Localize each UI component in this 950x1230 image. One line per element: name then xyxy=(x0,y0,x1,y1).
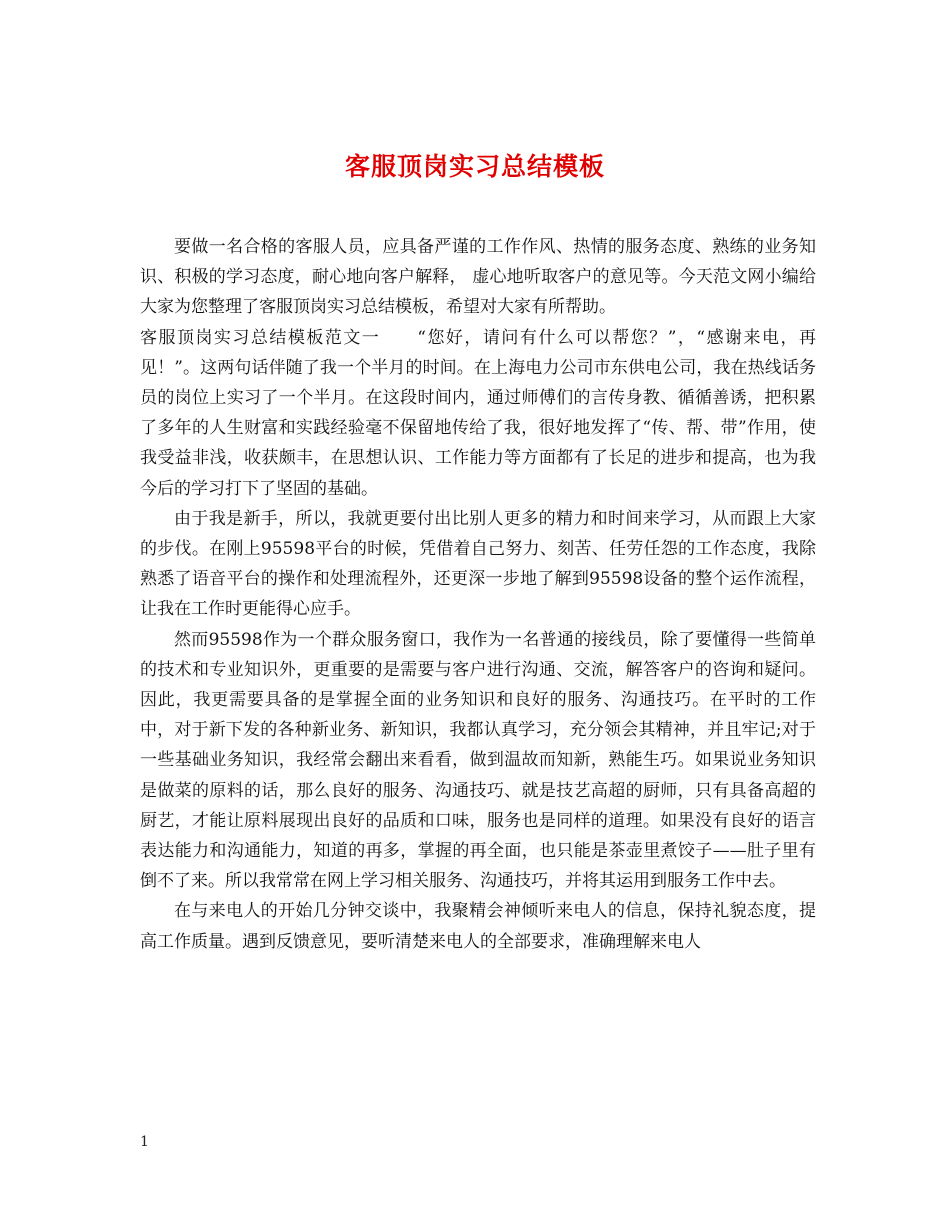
paragraph-caller-conversation: 在与来电人的开始几分钟交谈中，我聚精会神倾听来电人的信息，保持礼貌态度，提高工作质量。遇到反馈意见，要听清楚来电人的全部要求，准确理解来电人 xyxy=(140,901,816,952)
paragraph-intro: 要做一名合格的客服人员，应具备严谨的工作作风、热情的服务态度、熟练的业务知识、积极的学习态度，耐心地向客户解释， 虚心地听取客户的意见等。今天范文网小编给大家为您整理了客服顶岗实习总结模板，希望对大家有所帮助。 xyxy=(140,237,816,318)
paragraph-service-window: 然而95598作为一个群众服务窗口，我作为一名普通的接线员，除了要懂得一些简单的技术和专业知识外，更重要的是需要与客户进行沟通、交流，解答客户的咨询和疑问。因此，我更需要具备的是掌握全面的业务知识和良好的服务、沟通技巧。在平时的工作中，对于新下发的各种新业务、新知识，我都认真学习，充分领会其精神，并且牢记;对于一些基础业务知识，我经常会翻出来看看，做到温故而知新，熟能生巧。如果说业务知识是做菜的原料的话，那么良好的服务、沟通技巧、就是技艺高超的厨师，只有具备高超的厨艺，才能让原料展现出良好的品质和口味，服务也是同样的道理。如果没有良好的语言表达能力和沟通能力，知道的再多，掌握的再全面，也只能是茶壶里煮饺子——肚子里有倒不了来。所以我常常在网上学习相关服务、沟通技巧，并将其运用到服务工作中去。 xyxy=(140,629,816,892)
paragraph-sample-one: 客服顶岗实习总结模板范文一 “您好，请问有什么可以帮您？”，“感谢来电，再见！”。这两句话伴随了我一个半月的时间。在上海电力公司市东供电公司，我在热线话务员的岗位上实习了一个半月。在这段时间内，通过师傅们的言传身教、循循善诱，把积累了多年的人生财富和实践经验毫不保留地传给了我，很好地发挥了“传、帮、带”作用，使我受益非浅，收获颇丰，在思想认识、工作能力等方面都有了长足的进步和提高，也为我今后的学习打下了坚固的基础。 xyxy=(140,327,816,499)
page-number: 1 xyxy=(140,1134,149,1150)
document-title: 客服顶岗实习总结模板 xyxy=(344,151,605,181)
document-body xyxy=(140,232,816,957)
paragraph-newcomer: 由于我是新手，所以，我就更要付出比别人更多的精力和时间来学习，从而跟上大家的步伐。在刚上95598平台的时候，凭借着自己努力、刻苦、任劳任怨的工作态度，我除熟悉了语音平台的操作和处理流程外，还更深一步地了解到95598设备的整个运作流程，让我在工作时更能得心应手。 xyxy=(140,508,816,620)
